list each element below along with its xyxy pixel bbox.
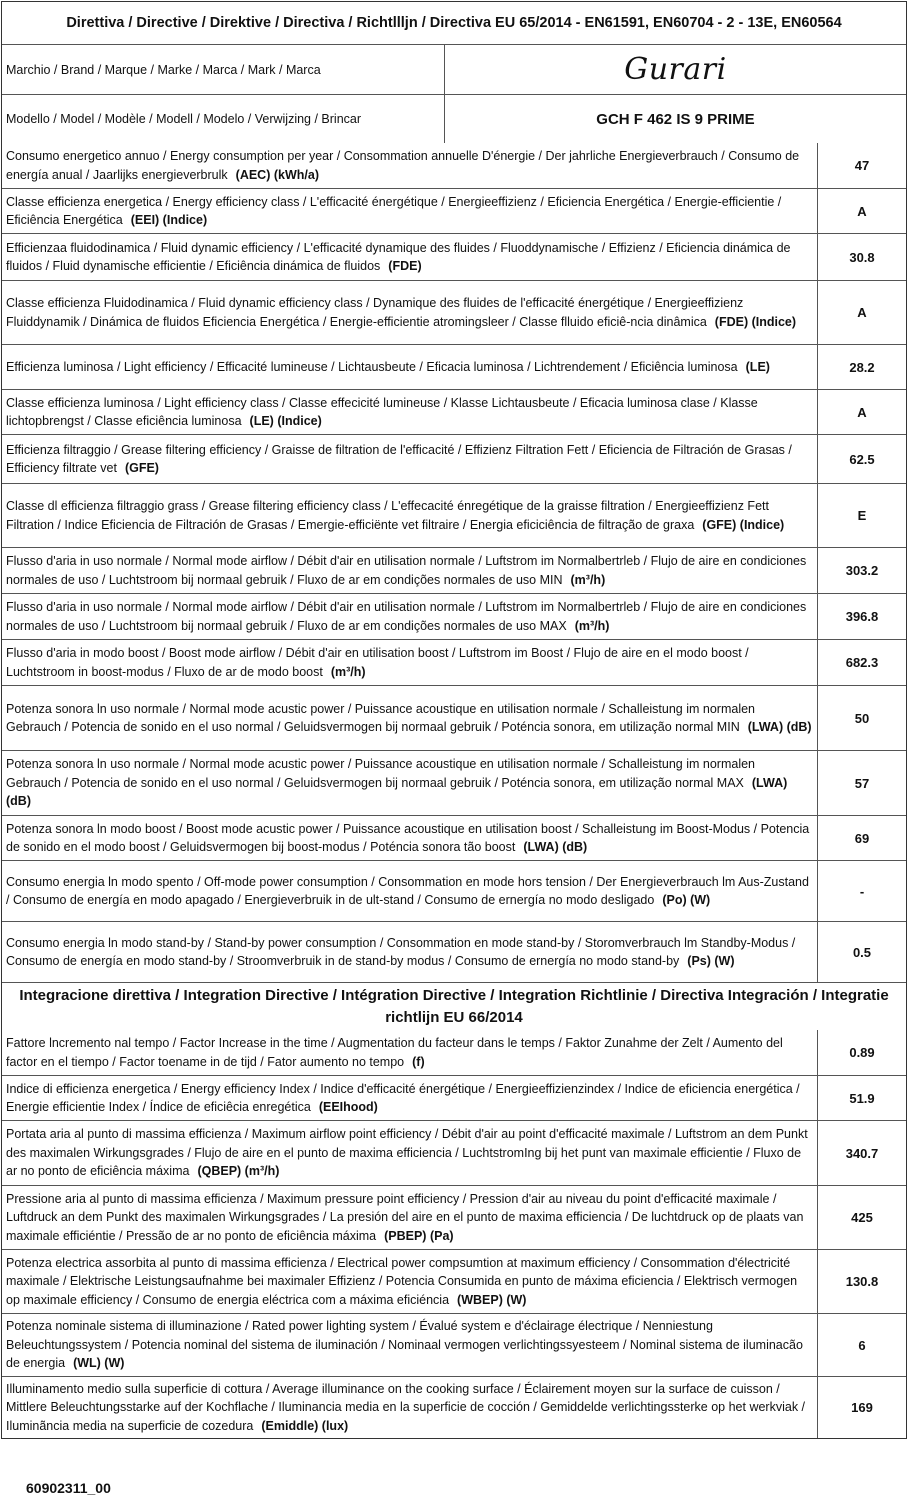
spec-unit: (LWA) (dB) [747,720,812,734]
spec-label-cell [2,435,818,483]
spec-row [2,1030,906,1075]
spec-unit: (WL) (W) [73,1356,125,1371]
spec-unit: (WBEP) (W) [457,1292,527,1307]
spec-value: E [857,508,867,523]
spec-value: 62.5 [849,451,875,467]
spec-label-cell [2,640,818,685]
spec-value: 69 [854,830,870,846]
section-title: Integracione direttiva / Integration Directive / Intégration Directive / Integration Richtlinie / Directiva Integración / Integratie richtlijn EU 66/2014 [2,982,906,1030]
spec-row [2,1120,906,1185]
spec-label: Efficienza luminosa / Light efficiency / Efficacité lumineuse / Lichtausbeute / Eficacia luminosa / Lichtrendement / Eficiência luminosa [6,359,738,374]
spec-value: 303.2 [845,563,879,578]
spec-unit: (Emiddle) (lux) [261,1418,349,1433]
spec-value: 340.7 [845,1145,879,1161]
spec-unit: (AEC) (kWh/a) [235,167,319,182]
spec-row [2,1313,906,1376]
spec-label: Consumo energia ln modo spento / Off-mode power consumption / Consommation en mode hors tension / Der Energieverbrauch lm Aus-Zustand / Consumo de energía en modo apagado / Energieverbruik in de ult-stand / Consumo de ernergía no modo desligado [6,874,809,907]
spec-label-cell [2,861,818,921]
spec-row [2,434,906,483]
spec-label: Flusso d'aria in uso normale / Normal mode airflow / Débit d'air en utilisation normale / Luftstrom im Normalbertrleb / Flujo de aire en condiciones normales de uso / Luchtstroom bij normaal gebruik / Fluxo de ar em condições normales de uso MAX [6,600,807,633]
spec-row [2,143,906,188]
spec-label: Classe dl efficienza filtraggio grass / Grease filtering efficiency class / L'effecacité énregétique de la graisse filtration / Energieeffizienz Fett Filtration / Indice Eficiencia de Filtración de Grasas / Emergie-efficiënte vet filtraire / Energia eficiciência de filtração de graxa [6,499,769,532]
spec-label: Flusso d'aria in uso normale / Normal mode airflow / Débit d'air en utilisation normale / Luftstrom im Normalbertrleb / Flujo de aire en condiciones normales de uso / Luchtstroom bij normaal gebruik / Fluxo de ar em condições normales de uso MIN [6,554,807,587]
spec-row [2,921,906,982]
spec-row [2,1075,906,1120]
spec-unit: (QBEP) (m³/h) [197,1164,280,1179]
spec-rows [2,143,906,982]
spec-label: Potenza sonora ln uso normale / Normal mode acustic power / Puissance acoustique en utilisation normale / Schalleistung im normalen Gebrauch / Potencia de sonido en el uso normal / Geluidsvermogen bij normaal gebruik / Poténcia sonora, em utilização normal MIN [6,701,755,734]
spec-row [2,233,906,280]
spec-value: 50 [854,710,870,726]
spec-label-cell [2,1030,818,1075]
spec-row [2,1249,906,1313]
brand-logo: Gurari [624,52,727,87]
brand-row [2,44,906,94]
spec-row [2,815,906,860]
spec-value: 57 [854,775,870,791]
spec-unit: (LE) [745,359,770,374]
spec-unit: (FDE) [388,259,422,273]
spec-value: 0.5 [852,944,872,960]
spec-label-cell [2,143,818,188]
spec-row [2,344,906,389]
directive-header: Direttiva / Directive / Direktive / Directiva / Richtllljn / Directiva EU 65/2014 - EN61591, EN60704 - 2 - 13E, EN60564 [66,15,842,31]
spec-label: Consumo energetico annuo / Energy consumption per year / Consommation annuelle D'énergie / Der jahrliche Energieverbrauch / Consumo de energía anual / Jaarlijks energieverbrulk [6,149,800,182]
spec-value: A [857,305,867,320]
spec-label: Fattore lncremento nal tempo / Factor Increase in the time / Augmentation du facteur dans le temps / Faktor Zunahme der Zelt / Aumento del factor en el tiempo / Factor toename in de tijd / Fator aumento no tempo [6,1036,783,1069]
integration-rows [2,1030,906,1438]
spec-value: 169 [851,1400,873,1415]
model-label: Modello / Model / Modèle / Modell / Modelo / Verwijzing / Brincar [2,95,445,143]
spec-row [2,1185,906,1249]
spec-label: Pressione aria al punto di massima efficienza / Maximum pressure point efficiency / Pression d'air au niveau du point d'efficacité maximale / Luftdruck an dem Punkt des maximalen Wirkungsgrades / La presión del aire en el punto de maxima efficiencia / De luchtdruck op de plaats van maximale efficiéntie / Pressão de ar no ponto de eficiência máxima [6,1191,804,1243]
spec-value: 130.8 [845,1274,879,1289]
spec-label-cell [2,816,818,860]
spec-unit: (Ps) (W) [687,954,735,968]
spec-unit: (m³/h) [570,572,606,587]
spec-value: 30.8 [849,249,875,265]
spec-label-cell [2,281,818,344]
spec-label: Classe efficienza energetica / Energy efficiency class / L'efficacité énergétique / Energieeffizienz / Eficiencia Energética / Energie-efficientie / Eficiência Energética [6,194,782,227]
spec-value: 0.89 [849,1045,875,1060]
spec-value: 47 [854,158,870,173]
spec-unit: (EEIhood) [318,1100,378,1114]
spec-unit: (m³/h) [574,618,610,633]
spec-value: 51.9 [849,1090,875,1106]
model-value: GCH F 462 IS 9 PRIME [596,110,755,128]
spec-label-cell [2,234,818,280]
spec-row [2,483,906,547]
model-value-cell [445,95,906,143]
spec-label-cell [2,484,818,547]
spec-value: 6 [858,1337,866,1353]
spec-label-cell [2,922,818,982]
spec-label: Classe efficienza luminosa / Light efficiency class / Classe effecicité lumineuse / Klasse Lichtausbeute / Eficacia luminosa clase / Klasse lichtopbrengst / Classe eficiência luminosa [6,395,758,428]
spec-value: A [857,404,867,420]
spec-row [2,639,906,685]
spec-row [2,750,906,815]
spec-label: Potenza electrica assorbita al punto di massima efficienza / Electrical power compsumtion at maximum efficiency / Consommation d'électricité maximale / Elektrische Leistungsaufnahme bei maximaler Effizienz / Potencia Consumida en punto de máxima eficiencia / Elektrisch vermogen op maximale efficiency / Consumo de energia eléctrica com a máxima eficiéncia [6,1255,798,1307]
spec-label-cell [2,1377,818,1438]
spec-label-cell [2,390,818,434]
spec-value: 28.2 [849,359,875,375]
spec-unit: (LWA) (dB) [523,840,588,854]
spec-label: Classe efficienza Fluidodinamica / Fluid dynamic efficiency class / Dynamique des fluides de l'efficacité énergétique / Energieeffizienz Fluiddynamik / Dinámica de fluidos Eficiencia Energética / Energie-efficientie atromingsleer / Classe flluido eficiê-ncia dinâmica [6,296,744,329]
spec-unit: (GFE) [124,461,159,475]
spec-label-cell [2,594,818,639]
spec-row [2,860,906,921]
spec-unit: (m³/h) [330,664,366,679]
spec-unit: (Po) (W) [662,893,711,907]
spec-label-cell [2,1186,818,1249]
spec-unit: (FDE) (Indice) [714,314,797,329]
spec-row [2,389,906,434]
spec-unit: (PBEP) (Pa) [384,1228,454,1243]
spec-row [2,188,906,233]
spec-row [2,685,906,750]
spec-label-cell [2,1250,818,1313]
spec-label: Potenza sonora ln uso normale / Normal mode acustic power / Puissance acoustique en utilisation normale / Schalleistung im normalen Gebrauch / Potencia de sonido en el uso normal / Geluidsvermogen bij normaal gebruik / Poténcia sonora, em utilização normal MAX [6,757,755,790]
model-row [2,94,906,143]
spec-label: Illuminamento medio sulla superficie di cottura / Average illuminance on the cooking surface / Éclairement moyen sur la surface de cuissοn / Mittlere Beleuchtungsstarke auf der Kochflache / Iluminancia media en la superficie de cocción / Gemiddelde verlichtingssterke op het werkviak / Iluminãncia media na superficie de cozedura [6,1381,806,1433]
spec-row [2,547,906,593]
spec-value: 682.3 [845,655,879,670]
spec-unit: (LE) (Indice) [249,414,322,428]
brand-label: Marchio / Brand / Marque / Marke / Marca / Mark / Marca [2,45,445,94]
spec-label-cell [2,751,818,815]
spec-label: Efficienzaa fluidodinamica / Fluid dynamic efficiency / L'efficacité dynamique des fluides / Fluoddynamische / Effizienz / Eficiencia dinámica de fluidos / Fluid dynamische efficientie / Eficiência dinámica de fluidos [6,240,791,273]
spec-row [2,1376,906,1438]
spec-label-cell [2,548,818,593]
spec-label-cell [2,1076,818,1120]
spec-value: 396.8 [845,609,879,624]
spec-value: 425 [851,1210,873,1225]
spec-unit: (f) [412,1054,425,1069]
brand-logo-cell [445,45,906,94]
spec-row [2,280,906,344]
spec-unit: (EEI) (Indice) [130,213,208,227]
spec-label-cell [2,1121,818,1185]
spec-label: Potenza sonora ln modo boost / Boost mode acustic power / Puissance acoustique en utilisation boost / Schalleistung im Boost-Modus / Potencia de sonido en el modo boost / Geluidsvermogen bij boost-modus / Poténcia sonora tão boost [6,821,810,854]
spec-label: Portata aria al punto di massima efficienza / Maximum airflow point efficiency / Débit d'air au point d'efficacité maximale / Luftstrom an dem Punkt des maximalen Wirkungsgrades / Flujo de aire en el punto de maxima efficiencia / LuchtstromIng bij het punt van maximale efficientie / Fluxo de ar no ponto de eficiência máxima [6,1127,808,1179]
spec-label: Potenza nominale sistema di illuminazione / Rated power lighting system / Évalué system e d'éclairage électrique / Nenniestung Beleuchtungssystem / Potencia nominal del sistema de iluminación / Nominaal vermogen verlichtingssyesteem / Nominal sistema de iluminacão de energia [6,1319,803,1371]
energy-label-sheet [1,1,907,1439]
spec-label: Indice di efficienza energetica / Energy efficiency Index / Indice d'efficacité énergétique / Energieeffizienzindex / Indice de eficiencia energética / Energie efficientie Index / Índice de eficiêcia enregética [6,1081,800,1114]
spec-label: Consumo energia ln modo stand-by / Stand-by power consumption / Consommation en mode stand-by / Storomverbrauch lm Standby-Modus / Consumo de energía en modo stand-by / Stroomverbruik in de stand-by modus / Consumo de ernergía no modo stand-by [6,935,796,968]
spec-label-cell [2,189,818,233]
spec-label: Efficienza filtraggio / Grease filtering efficiency / Graisse de filtration de l'efficacité / Effizienz Filtration Fett / Eficiencia de Filtración de Grasas / Efficiency filtrate vet [6,442,792,475]
spec-value: - [859,883,865,899]
footer-code: 60902311_00 [26,1480,111,1496]
spec-value: A [857,203,867,219]
spec-label-cell [2,345,818,389]
spec-label-cell [2,686,818,750]
spec-row [2,593,906,639]
spec-label-cell [2,1314,818,1376]
spec-label: Flusso d'aria in modo boost / Boost mode airflow / Débit d'air en utilisation boost / Luftstrom im Boost / Flujo de aire en el modo boost / Luchtstroom in boost-modus / Fluxo de ar de modo boost [6,646,749,679]
spec-unit: (LWA) (dB) [6,775,788,809]
spec-unit: (GFE) (Indice) [702,517,785,532]
